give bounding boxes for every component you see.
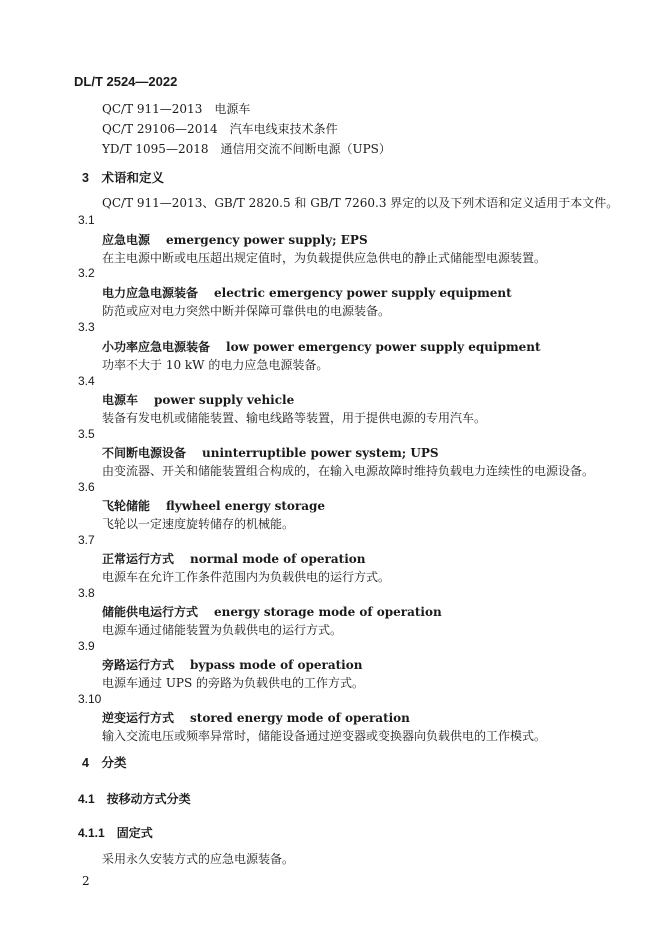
term-zh: 应急电源: [102, 233, 151, 247]
reference-item: YD/T 1095—2018 通信用交流不间断电源（UPS）: [102, 142, 391, 156]
section-3-heading: 3 术语和定义: [82, 171, 164, 185]
section-3-intro: QC/T 911—2013、GB/T 2820.5 和 GB/T 7260.3 界定的以及下列术语和定义适用于本文件。: [102, 196, 619, 210]
term-zh: 储能供电运行方式: [102, 605, 199, 619]
term-number: 3.2: [78, 266, 95, 280]
reference-item: QC/T 29106—2014 汽车电线束技术条件: [102, 122, 338, 136]
section-4-heading: 4 分类: [82, 756, 127, 770]
term-number: 3.3: [78, 320, 95, 334]
page-number: 2: [82, 874, 90, 888]
term-definition: 功率不大于 10 kW 的电力应急电源装备。: [102, 358, 329, 372]
term-definition: 电源车通过储能装置为负载供电的运行方式。: [102, 623, 343, 637]
term-title: [102, 444, 439, 461]
term-en: normal mode of operation: [190, 552, 366, 566]
section-4-1-heading: 4.1 按移动方式分类: [78, 792, 191, 806]
reference-item: QC/T 911—2013 电源车: [102, 102, 251, 116]
term-en: electric emergency power supply equipment: [214, 286, 512, 300]
term-title: [102, 656, 362, 673]
term-zh: 电源车: [102, 393, 139, 407]
term-number: 3.8: [78, 586, 95, 600]
term-definition: 在主电源中断或电压超出规定值时，为负载提供应急供电的静止式储能型电源装置。: [102, 251, 547, 265]
term-number: 3.6: [78, 480, 95, 494]
term-en: flywheel energy storage: [166, 499, 326, 513]
section-4-1-1-text: 采用永久安装方式的应急电源装备。: [102, 852, 295, 866]
term-title: [102, 497, 325, 514]
term-en: power supply vehicle: [154, 393, 295, 407]
term-number: 3.4: [78, 374, 95, 388]
term-definition: 由变流器、开关和储能装置组合构成的，在输入电源故障时维持负载电力连续性的电源设备。: [102, 464, 595, 478]
section-4-1-1-heading: 4.1.1 固定式: [78, 826, 153, 840]
term-title: [102, 338, 541, 355]
term-number: 3.1: [78, 213, 95, 227]
term-zh: 不间断电源设备: [102, 446, 187, 460]
term-en: stored energy mode of operation: [190, 711, 410, 725]
term-en: low power emergency power supply equipment: [226, 340, 541, 354]
term-en: energy storage mode of operation: [214, 605, 442, 619]
term-zh: 飞轮储能: [102, 499, 151, 513]
term-number: 3.7: [78, 533, 95, 547]
term-definition: 电源车通过 UPS 的旁路为负载供电的工作方式。: [102, 676, 365, 690]
term-number: 3.9: [78, 639, 95, 653]
term-zh: 旁路运行方式: [102, 658, 175, 672]
term-number: 3.5: [78, 427, 95, 441]
term-title: [102, 284, 512, 301]
term-title: [102, 231, 368, 248]
term-title: [102, 550, 365, 567]
term-en: emergency power supply; EPS: [166, 233, 368, 247]
term-number: 3.10: [78, 692, 102, 706]
term-title: [102, 709, 410, 726]
term-en: bypass mode of operation: [190, 658, 363, 672]
document-id: DL/T 2524—2022: [74, 74, 178, 89]
term-definition: 飞轮以一定速度旋转储存的机械能。: [102, 517, 295, 531]
term-definition: 电源车在允许工作条件范围内为负载供电的运行方式。: [102, 570, 391, 584]
term-zh: 电力应急电源装备: [102, 286, 199, 300]
term-definition: 输入交流电压或频率异常时，储能设备通过逆变器或变换器向负载供电的工作模式。: [102, 729, 547, 743]
term-zh: 正常运行方式: [102, 552, 175, 566]
term-title: [102, 603, 442, 620]
term-definition: 防范或应对电力突然中断并保障可靠供电的电源装备。: [102, 304, 391, 318]
term-en: uninterruptible power system; UPS: [202, 446, 439, 460]
term-zh: 逆变运行方式: [102, 711, 175, 725]
term-definition: 装备有发电机或储能装置、输电线路等装置，用于提供电源的专用汽车。: [102, 411, 487, 425]
term-title: [102, 391, 294, 408]
term-zh: 小功率应急电源装备: [102, 340, 211, 354]
